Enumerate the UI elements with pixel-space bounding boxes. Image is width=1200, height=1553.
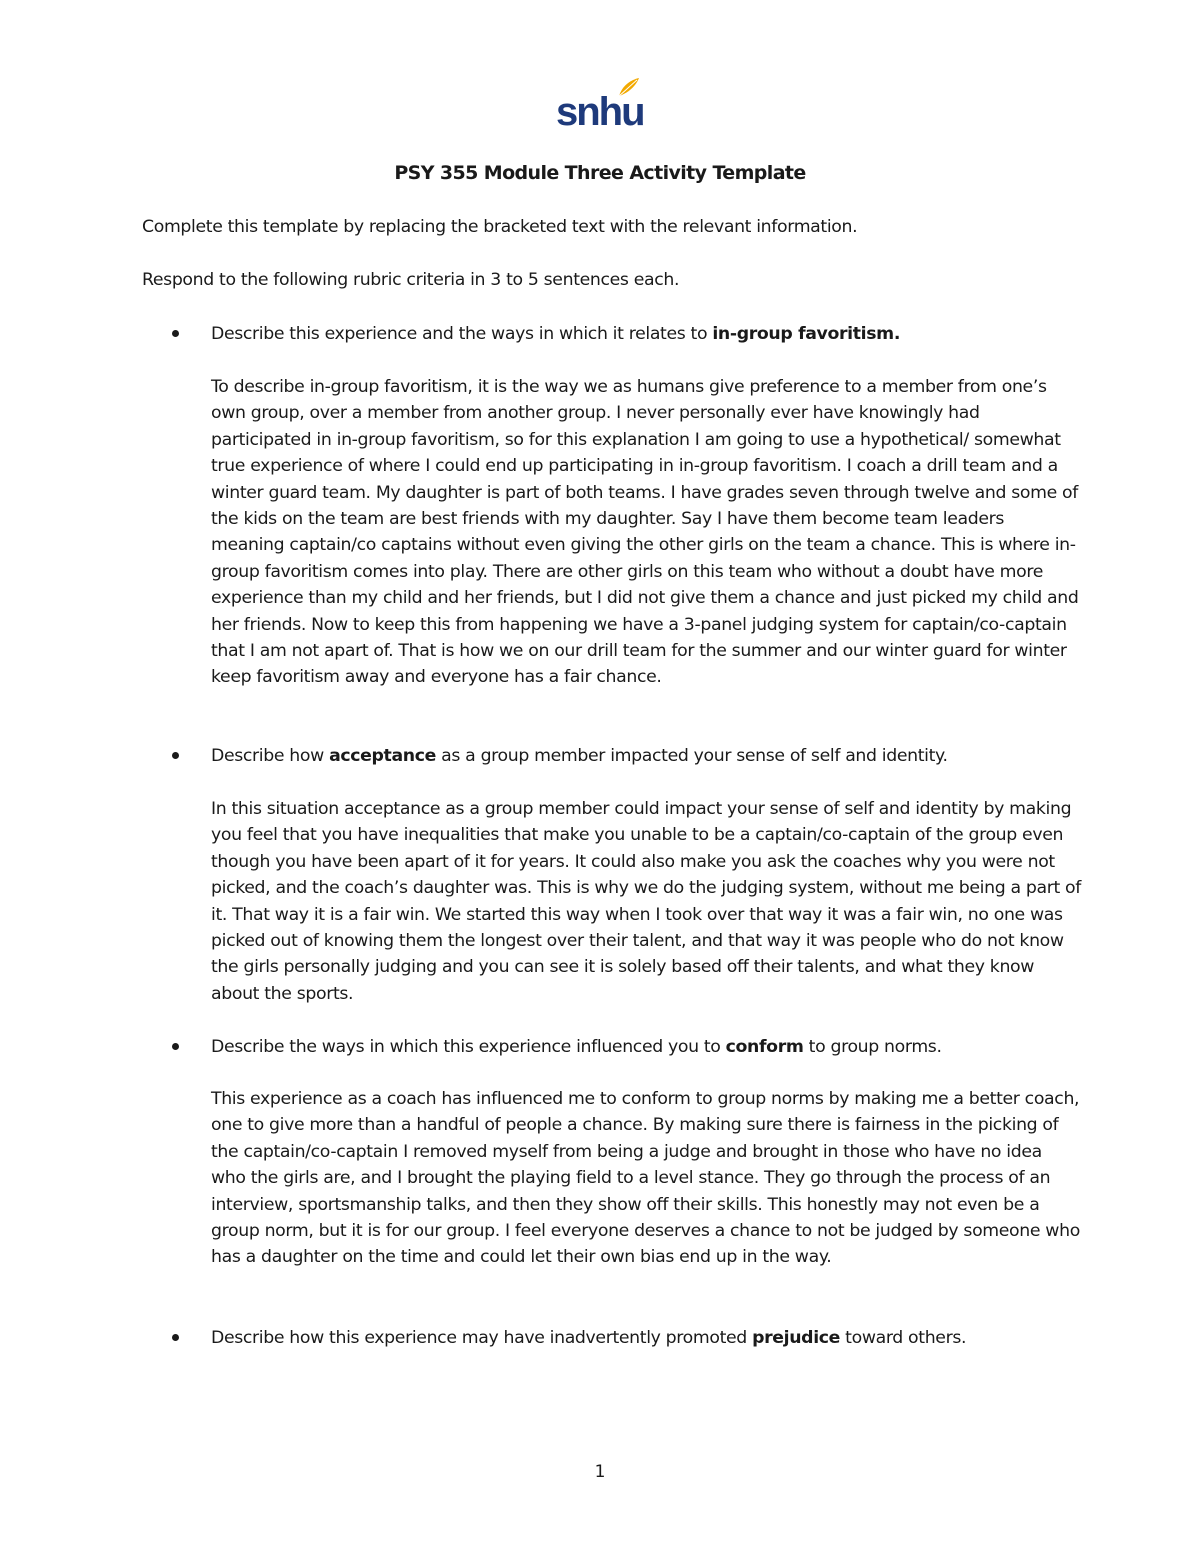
intro-rubric-note: Respond to the following rubric criteria in 3 to 5 sentences each. [142,270,680,290]
bullet-icon [172,1043,179,1050]
rubric-answer: In this situation acceptance as a group member could impact your sense of self and identity by making you feel that you have inequalities that make you unable to be a captain/co-captain of the group even though you have been apart of it for years. It could also make you ask the coaches why you were not picked, and the coach’s daughter was. This is why we do the judging system, without me being a part of it. That way it is a fair win. We started this way when I took over that way it was a fair win, no one was picked out of knowing them the longest over their talent, and that way it was people who do not know the girls personally judging and you can see it is solely based off their talents, and what they know about the sports. [211,799,1082,1004]
rubric-prompt: Describe how acceptance as a group member impacted your sense of self and identity. [211,746,948,766]
rubric-prompt: Describe the ways in which this experience influenced you to conform to group norms. [211,1037,942,1057]
bullet-icon [172,1334,179,1341]
snhu-logo [556,76,644,134]
bullet-icon [172,752,179,759]
rubric-prompt: Describe this experience and the ways in which it relates to in-group favoritism. [211,324,901,344]
page-number: 1 [594,1462,606,1482]
intro-instruction: Complete this template by replacing the bracketed text with the relevant information. [142,217,858,237]
bullet-icon [172,330,179,337]
rubric-answer: This experience as a coach has influenced me to conform to group norms by making me a better coach, one to give more than a handful of people a chance. By making sure there is fairness in the picking of the captain/co-captain I removed myself from being a judge and brought in those who have no idea who the girls are, and I brought the playing field to a level stance. They go through the process of an interview, sportsmanship talks, and then they show off their skills. This honestly may not even be a group norm, but it is for our group. I feel everyone deserves a chance to not be judged by someone who has a daughter on the time and could let their own bias end up in the way. [211,1089,1080,1268]
page-title: PSY 355 Module Three Activity Template [394,162,806,184]
logo-wordmark: snhu [556,90,644,134]
rubric-answer: To describe in-group favoritism, it is the way we as humans give preference to a member from one’s own group, over a member from another group. I never personally ever have knowingly had participated in in-group favoritism, so for this explanation I am going to use a hypothetical/ somewhat true experience of where I could end up participating in in-group favoritism. I coach a drill team and a winter guard team. My daughter is part of both teams. I have grades seven through twelve and some of the kids on the team are best friends with my daughter. Say I have them become team leaders meaning captain/co captains without even giving the other girls on the team a chance. This is where in-group favoritism comes into play. There are other girls on this team who without a doubt have more experience than my child and her friends, but I did not give them a chance and just picked my child and her friends. Now to keep this from happening we have a 3-panel judging system for captain/co-captain that I am not apart of. That is how we on our drill team for the summer and our winter guard for winter keep favoritism away and everyone has a fair chance. [211,377,1079,688]
rubric-prompt: Describe how this experience may have inadvertently promoted prejudice toward others. [211,1328,967,1348]
